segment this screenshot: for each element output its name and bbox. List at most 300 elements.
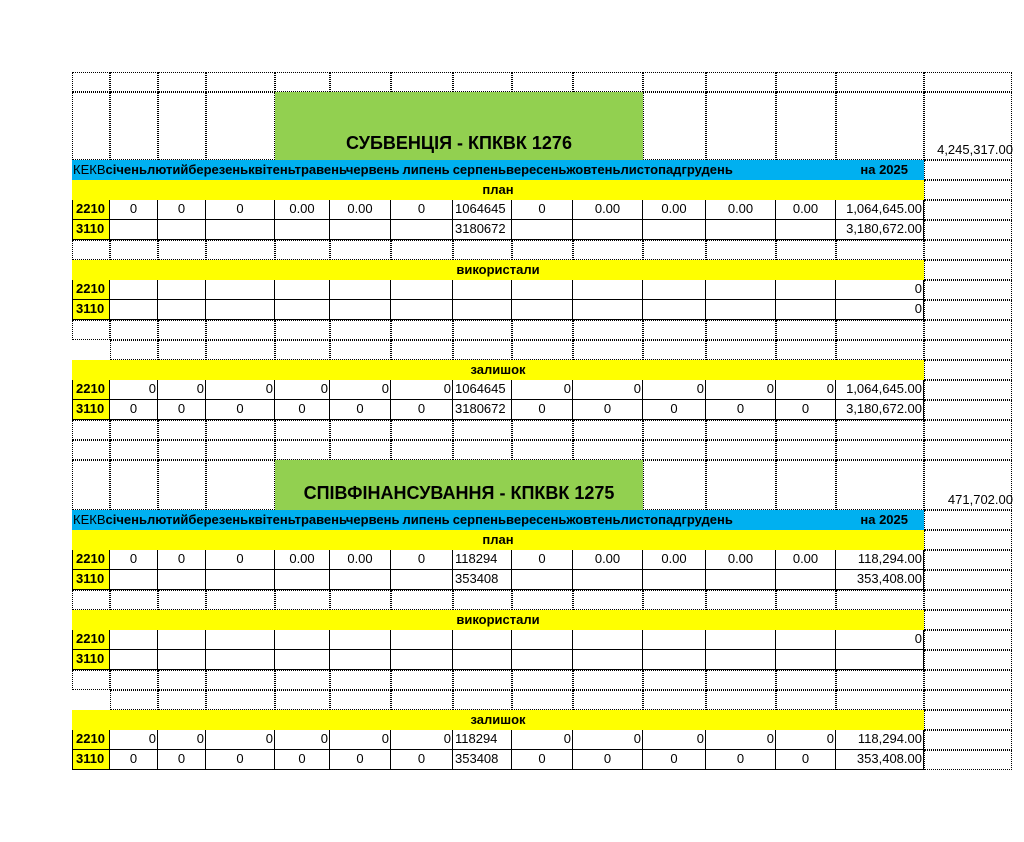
month-header: квітень [248, 162, 295, 177]
grid-cell [776, 460, 836, 510]
grid-cell [706, 440, 776, 460]
grid-cell [275, 670, 330, 690]
grid-cell [453, 320, 512, 340]
month-value-cell: 0 [512, 400, 573, 420]
year-header: на 2025 [860, 162, 908, 177]
grid-cell [643, 590, 706, 610]
month-value-cell [330, 280, 391, 300]
grid-cell [110, 590, 158, 610]
grid-cell [72, 92, 110, 160]
month-value-cell: 0 [275, 750, 330, 770]
grid-cell [158, 690, 206, 710]
grid-cell [924, 300, 1012, 320]
grid-cell [110, 670, 158, 690]
month-header: серпень [452, 512, 507, 527]
grid-cell [924, 730, 1012, 750]
grid-cell [453, 420, 512, 440]
grid-cell [573, 440, 643, 460]
grid-cell [836, 690, 924, 710]
kekv-code: 3110 [72, 650, 110, 670]
grid-cell [706, 460, 776, 510]
grid-cell [836, 340, 924, 360]
month-value-cell [330, 220, 391, 240]
grid-cell [158, 240, 206, 260]
kekv-code: 3110 [72, 400, 110, 420]
grid-cell [110, 240, 158, 260]
grid-cell [836, 92, 924, 160]
grid-cell [924, 260, 1012, 280]
month-value-cell [706, 570, 776, 590]
month-value-cell: 0 [158, 730, 206, 750]
month-value-cell: 0 [110, 730, 158, 750]
grid-cell [643, 340, 706, 360]
grid-cell [453, 590, 512, 610]
grid-cell [573, 590, 643, 610]
kekv-code: 3110 [72, 220, 110, 240]
month-header: січень [105, 512, 147, 527]
month-value-cell [706, 630, 776, 650]
grid-cell [72, 440, 110, 460]
grid-cell [391, 670, 453, 690]
month-value-cell: 0 [643, 380, 706, 400]
grid-cell [206, 420, 275, 440]
month-value-cell [776, 570, 836, 590]
month-value-cell [776, 650, 836, 670]
month-value-cell [776, 300, 836, 320]
section-total: 4,245,317.00 [937, 142, 1013, 157]
grid-cell [206, 340, 275, 360]
month-value-cell [391, 650, 453, 670]
month-value-cell [512, 570, 573, 590]
month-value-cell: 0.00 [573, 550, 643, 570]
grid-cell [643, 92, 706, 160]
grid-cell [110, 420, 158, 440]
grid-cell [453, 440, 512, 460]
month-value-cell [330, 630, 391, 650]
month-value-cell: 0 [110, 400, 158, 420]
grid-cell [512, 590, 573, 610]
month-value-cell: 0 [206, 730, 275, 750]
grid-cell [275, 590, 330, 610]
month-value-cell [330, 300, 391, 320]
row-total-cell: 0 [836, 300, 924, 320]
grid-cell [110, 320, 158, 340]
grid-cell [924, 570, 1012, 590]
row-total-cell: 353,408.00 [836, 570, 924, 590]
month-value-cell [643, 220, 706, 240]
month-value-cell: 1064645 [453, 380, 512, 400]
grid-cell [836, 440, 924, 460]
month-value-cell: 0 [158, 750, 206, 770]
kekv-code: 2210 [72, 380, 110, 400]
month-value-cell [330, 570, 391, 590]
grid-cell [924, 380, 1012, 400]
month-value-cell [643, 570, 706, 590]
grid-cell [836, 670, 924, 690]
month-header: липень [402, 512, 450, 527]
grid-cell [512, 670, 573, 690]
grid-cell [275, 240, 330, 260]
month-value-cell: 0 [206, 200, 275, 220]
grid-cell [706, 340, 776, 360]
month-value-cell: 0 [158, 200, 206, 220]
grid-cell [72, 590, 110, 610]
grid-cell [275, 340, 330, 360]
month-value-cell [206, 220, 275, 240]
row-total-cell: 3,180,672.00 [836, 400, 924, 420]
month-value-cell: 0 [776, 730, 836, 750]
month-header: лютий [146, 162, 189, 177]
month-value-cell [706, 220, 776, 240]
grid-cell [391, 320, 453, 340]
grid-cell [924, 340, 1012, 360]
grid-cell [706, 72, 776, 92]
month-value-cell [512, 300, 573, 320]
grid-cell [512, 340, 573, 360]
month-value-cell [453, 630, 512, 650]
grid-cell [206, 72, 275, 92]
grid-cell [924, 690, 1012, 710]
month-value-cell: 0.00 [643, 550, 706, 570]
month-value-cell: 0 [330, 750, 391, 770]
month-value-cell: 0 [706, 380, 776, 400]
month-value-cell: 0.00 [330, 200, 391, 220]
grid-cell [776, 340, 836, 360]
grid-cell [924, 530, 1012, 550]
month-header: жовтень [566, 162, 621, 177]
grid-cell [573, 240, 643, 260]
grid-cell [924, 160, 1012, 180]
grid-cell [158, 92, 206, 160]
kekv-header: КЕКВ [73, 162, 106, 177]
month-value-cell: 0 [206, 380, 275, 400]
month-value-cell: 0.00 [706, 200, 776, 220]
month-value-cell: 0 [330, 380, 391, 400]
month-value-cell [706, 650, 776, 670]
month-value-cell: 0 [776, 750, 836, 770]
grid-cell [158, 590, 206, 610]
month-value-cell [275, 280, 330, 300]
month-value-cell [776, 280, 836, 300]
section-total: 471,702.00 [947, 492, 1013, 507]
grid-cell [158, 72, 206, 92]
kekv-code: 2210 [72, 730, 110, 750]
grid-cell [776, 240, 836, 260]
grid-cell [206, 92, 275, 160]
column-header-row [72, 510, 924, 530]
month-header: жовтень [566, 512, 621, 527]
month-value-cell: 0 [643, 730, 706, 750]
grid-cell [924, 400, 1012, 420]
month-header: січень [105, 162, 147, 177]
month-value-cell [275, 570, 330, 590]
grid-cell [206, 460, 275, 510]
grid-cell [643, 420, 706, 440]
month-value-cell: 0.00 [643, 200, 706, 220]
month-value-cell: 118294 [453, 730, 512, 750]
month-value-cell: 0 [158, 380, 206, 400]
month-value-cell: 0.00 [573, 200, 643, 220]
grid-cell [643, 460, 706, 510]
grid-cell [776, 590, 836, 610]
month-header: квітень [248, 512, 295, 527]
grid-cell [924, 220, 1012, 240]
month-value-cell [573, 630, 643, 650]
grid-cell [924, 440, 1012, 460]
month-value-cell [275, 220, 330, 240]
grid-cell [706, 690, 776, 710]
month-value-cell [110, 650, 158, 670]
grid-cell [110, 340, 158, 360]
grid-cell [573, 320, 643, 340]
grid-cell [453, 72, 512, 92]
month-value-cell [573, 300, 643, 320]
month-value-cell: 0 [330, 730, 391, 750]
month-value-cell: 0 [573, 750, 643, 770]
month-value-cell [643, 280, 706, 300]
month-value-cell [512, 220, 573, 240]
month-value-cell: 0 [206, 550, 275, 570]
month-value-cell: 0.00 [275, 200, 330, 220]
kekv-code: 2210 [72, 280, 110, 300]
grid-cell [206, 670, 275, 690]
grid-cell [72, 670, 110, 690]
month-value-cell [158, 220, 206, 240]
grid-cell [776, 72, 836, 92]
month-value-cell [573, 220, 643, 240]
grid-cell [643, 670, 706, 690]
grid-cell [206, 320, 275, 340]
month-value-cell: 0.00 [330, 550, 391, 570]
month-value-cell: 0 [776, 380, 836, 400]
month-value-cell [643, 630, 706, 650]
grid-cell [836, 320, 924, 340]
grid-cell [330, 240, 391, 260]
grid-cell [391, 240, 453, 260]
month-value-cell: 0 [706, 750, 776, 770]
grid-cell [453, 240, 512, 260]
month-value-cell [706, 300, 776, 320]
month-header: листопад [620, 162, 682, 177]
month-value-cell: 0 [275, 380, 330, 400]
month-value-cell: 0 [391, 380, 453, 400]
month-header: грудень [681, 512, 733, 527]
row-total-cell: 0 [836, 630, 924, 650]
month-value-cell [158, 300, 206, 320]
grid-cell [110, 92, 158, 160]
grid-cell [110, 690, 158, 710]
month-value-cell [391, 220, 453, 240]
month-value-cell: 1064645 [453, 200, 512, 220]
month-value-cell [643, 300, 706, 320]
month-value-cell [158, 630, 206, 650]
grid-cell [512, 240, 573, 260]
section-band: план [72, 530, 924, 550]
grid-cell [275, 320, 330, 340]
month-value-cell: 0 [512, 380, 573, 400]
grid-cell [206, 440, 275, 460]
month-value-cell: 0.00 [776, 200, 836, 220]
row-total-cell: 353,408.00 [836, 750, 924, 770]
month-value-cell: 0 [706, 730, 776, 750]
month-value-cell: 0 [512, 200, 573, 220]
month-value-cell: 3180672 [453, 400, 512, 420]
month-value-cell: 0 [512, 730, 573, 750]
section-band: план [72, 180, 924, 200]
grid-cell [512, 690, 573, 710]
month-value-cell: 3180672 [453, 220, 512, 240]
grid-cell [836, 460, 924, 510]
grid-cell [158, 340, 206, 360]
month-value-cell: 0.00 [275, 550, 330, 570]
month-header: серпень [452, 162, 507, 177]
grid-cell [924, 550, 1012, 570]
grid-cell [706, 590, 776, 610]
grid-cell [158, 670, 206, 690]
month-header: грудень [681, 162, 733, 177]
month-value-cell [573, 570, 643, 590]
month-value-cell [453, 650, 512, 670]
grid-cell [275, 72, 330, 92]
grid-cell [924, 360, 1012, 380]
month-value-cell: 0 [330, 400, 391, 420]
month-value-cell [512, 650, 573, 670]
grid-cell [275, 690, 330, 710]
month-header: травень [294, 512, 346, 527]
month-value-cell: 0 [158, 400, 206, 420]
section-title: СПІВФІНАНСУВАННЯ - КПКВК 1275 [275, 460, 643, 510]
year-header: на 2025 [860, 512, 908, 527]
grid-cell [110, 440, 158, 460]
month-value-cell [206, 650, 275, 670]
grid-cell [158, 420, 206, 440]
grid-cell [512, 72, 573, 92]
section-band: використали [72, 610, 924, 630]
grid-cell [110, 72, 158, 92]
grid-cell [924, 710, 1012, 730]
kekv-code: 3110 [72, 300, 110, 320]
grid-cell [643, 440, 706, 460]
grid-cell [453, 340, 512, 360]
month-value-cell: 353408 [453, 570, 512, 590]
month-value-cell: 0 [776, 400, 836, 420]
month-value-cell [158, 280, 206, 300]
grid-cell [836, 240, 924, 260]
month-value-cell: 0 [158, 550, 206, 570]
row-total-cell: 0 [836, 280, 924, 300]
month-value-cell: 0 [391, 730, 453, 750]
month-value-cell [110, 220, 158, 240]
grid-cell [924, 610, 1012, 630]
month-value-cell [453, 280, 512, 300]
grid-cell [391, 420, 453, 440]
row-total-cell: 3,180,672.00 [836, 220, 924, 240]
month-value-cell [643, 650, 706, 670]
grid-cell [391, 72, 453, 92]
month-value-cell [206, 630, 275, 650]
grid-cell [206, 240, 275, 260]
month-value-cell [275, 630, 330, 650]
month-value-cell [391, 300, 453, 320]
grid-cell [776, 670, 836, 690]
kekv-code: 3110 [72, 570, 110, 590]
month-value-cell: 0 [573, 730, 643, 750]
month-value-cell [206, 570, 275, 590]
section-band: залишок [72, 360, 924, 380]
month-value-cell [158, 650, 206, 670]
month-value-cell [158, 570, 206, 590]
grid-cell [924, 750, 1012, 770]
grid-cell [72, 460, 110, 510]
month-value-cell: 0 [512, 750, 573, 770]
grid-cell [924, 650, 1012, 670]
grid-cell [836, 420, 924, 440]
grid-cell [924, 510, 1012, 530]
grid-cell [330, 670, 391, 690]
month-header: травень [294, 162, 346, 177]
kekv-code: 2210 [72, 200, 110, 220]
month-value-cell: 0.00 [706, 550, 776, 570]
kekv-code: 2210 [72, 550, 110, 570]
month-value-cell [275, 650, 330, 670]
grid-cell [158, 460, 206, 510]
month-value-cell [391, 630, 453, 650]
kekv-header: КЕКВ [73, 512, 106, 527]
kekv-code: 2210 [72, 630, 110, 650]
grid-cell [330, 320, 391, 340]
grid-cell [275, 440, 330, 460]
grid-cell [836, 72, 924, 92]
month-value-cell [776, 630, 836, 650]
grid-cell [643, 72, 706, 92]
month-value-cell: 0 [275, 730, 330, 750]
grid-cell [706, 240, 776, 260]
grid-cell [391, 440, 453, 460]
month-value-cell: 0 [643, 750, 706, 770]
grid-cell [330, 590, 391, 610]
month-value-cell [776, 220, 836, 240]
grid-cell [330, 440, 391, 460]
month-value-cell: 0 [206, 750, 275, 770]
month-value-cell [110, 300, 158, 320]
grid-cell [275, 420, 330, 440]
month-value-cell: 0 [110, 380, 158, 400]
grid-cell [72, 72, 110, 92]
grid-cell [924, 240, 1012, 260]
month-header: березень [188, 162, 249, 177]
month-value-cell: 0 [391, 200, 453, 220]
grid-cell [391, 590, 453, 610]
grid-cell [453, 670, 512, 690]
grid-cell [924, 590, 1012, 610]
grid-cell [110, 460, 158, 510]
grid-cell [573, 340, 643, 360]
grid-cell [776, 440, 836, 460]
grid-cell [924, 280, 1012, 300]
month-value-cell [110, 630, 158, 650]
grid-cell [924, 200, 1012, 220]
grid-cell [573, 690, 643, 710]
month-value-cell [391, 570, 453, 590]
grid-cell [924, 630, 1012, 650]
grid-cell [836, 590, 924, 610]
grid-cell [924, 670, 1012, 690]
month-value-cell [110, 570, 158, 590]
grid-cell [512, 440, 573, 460]
month-value-cell [110, 280, 158, 300]
kekv-code: 3110 [72, 750, 110, 770]
month-value-cell: 0 [706, 400, 776, 420]
